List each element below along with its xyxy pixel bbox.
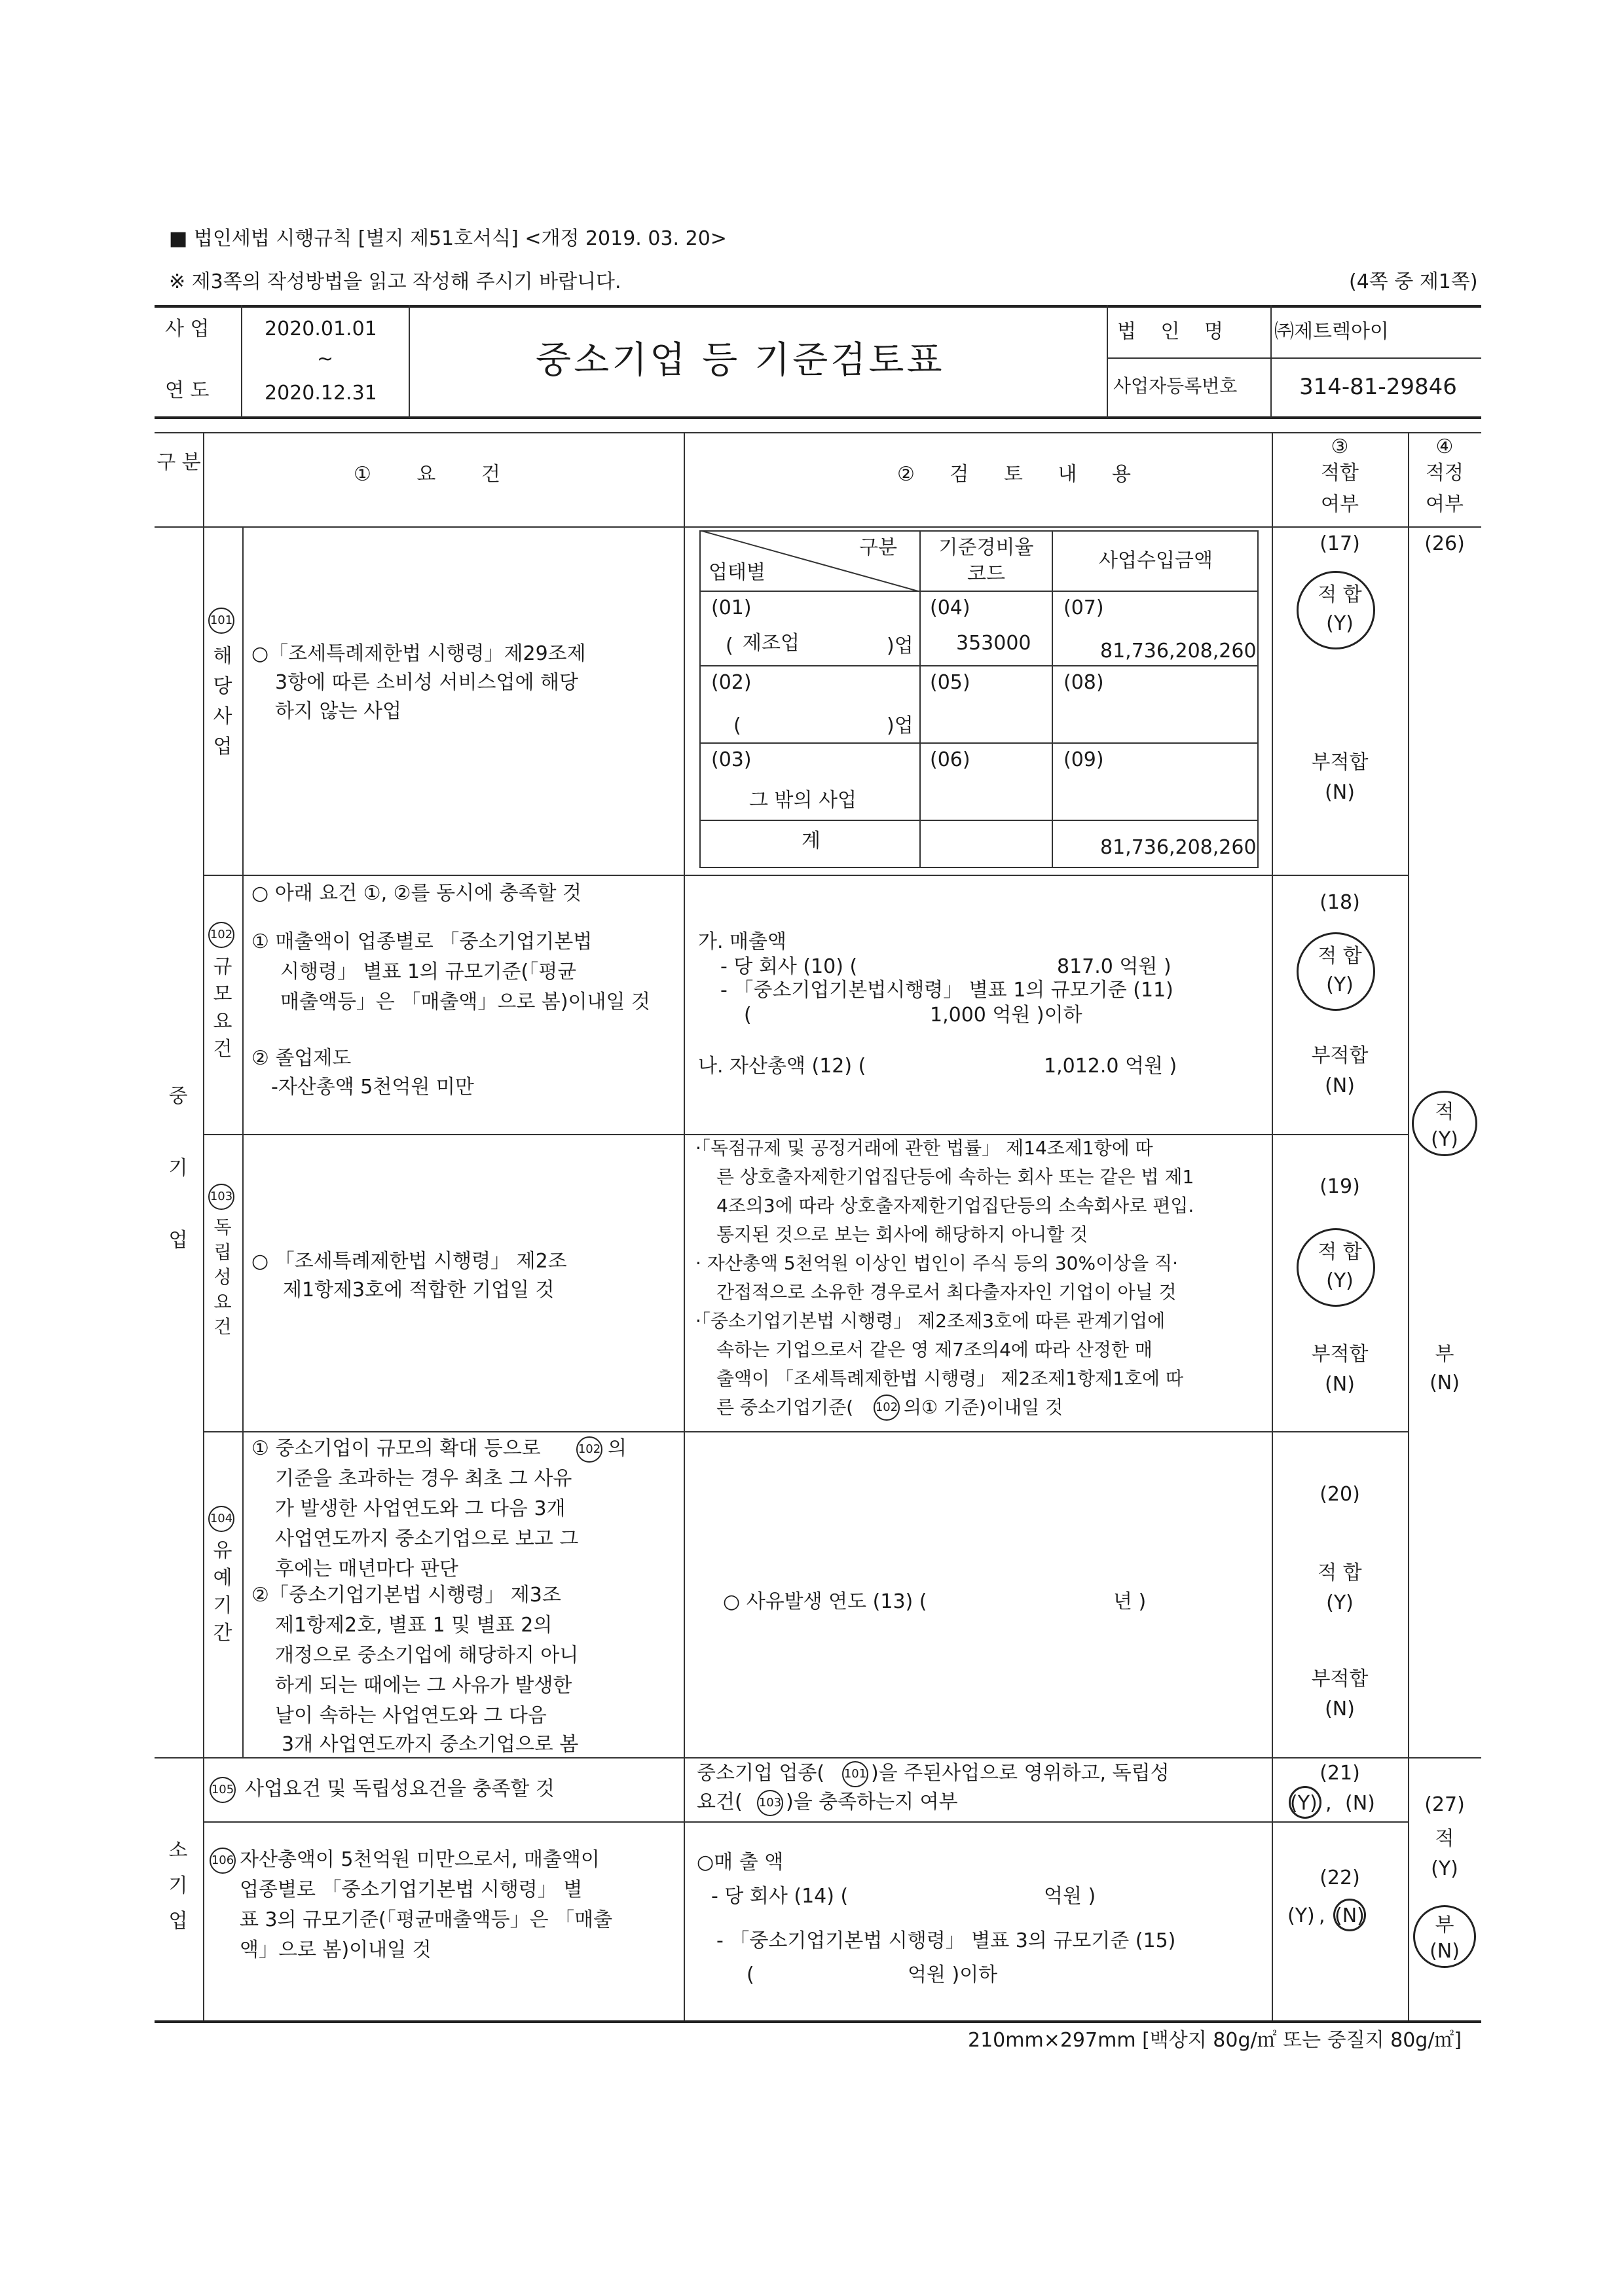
row101-bottom	[203, 875, 1408, 876]
row102-req-0: ○ 아래 요건 ①, ②를 동시에 충족할 것	[251, 882, 582, 905]
row106-rev-3: - 「중소기업기본법 시행령」 별표 3의 규모기준 (15)	[716, 1929, 1176, 1952]
biz-hline-2	[699, 665, 1259, 666]
small-pro-no: 부	[1435, 1914, 1454, 1937]
row102-bottom	[203, 1134, 1408, 1135]
instruction-line: ※ 제3쪽의 작성방법을 읽고 작성해 주시기 바랍니다.	[169, 270, 621, 293]
row102-rev-2v: 817.0 억원 )	[1057, 955, 1172, 978]
row105-req-1: 사업요건 및 독립성요건을 충족할 것	[245, 1777, 555, 1800]
row104-req-8: 개정으로 중소기업에 해당하지 아니	[275, 1644, 579, 1667]
row104-req-5: 후에는 매년마다 판단	[275, 1558, 458, 1580]
row102-fit-no-n: (N)	[1325, 1074, 1355, 1097]
row103-rev-7: ·「중소기업기본법 시행령」 제2조제3호에 따른 관계기업에	[695, 1310, 1166, 1332]
label-corp-name: 법 인 명	[1117, 320, 1233, 343]
row104-req-1a: ① 중소기업이 규모의 확대 등으로	[251, 1437, 541, 1460]
row104-req-9: 하게 되는 때에는 그 사유가 발생한	[275, 1674, 572, 1697]
row104-bottom	[155, 1757, 1481, 1758]
row103-rev-1: ·「독점규제 및 공정거래에 관한 법률」 제14조제1항에 따	[695, 1137, 1153, 1159]
row102-fit-yes-y: (Y)	[1326, 974, 1354, 996]
top-vline-2	[409, 305, 410, 418]
biz1-open: (	[726, 634, 733, 657]
row106-number: 106	[210, 1848, 236, 1874]
row104-fit-no: 부적합	[1311, 1667, 1369, 1690]
row104-req-7: 제1항제2호, 별표 1 및 별표 2의	[275, 1614, 553, 1637]
row102-fit-no: 부적합	[1311, 1044, 1369, 1067]
row105-fit-n: (N)	[1345, 1792, 1375, 1815]
small-pro-no-n: (N)	[1430, 1940, 1460, 1963]
row101-label: 해 당 사 업	[213, 645, 232, 758]
biz1-code: 353000	[956, 632, 1031, 655]
col-review: ② 검 토 내 용	[897, 463, 1145, 486]
row105-rev-2a: 요건(	[697, 1791, 743, 1813]
row103-rev-2: 른 상호출자제한기업집단등에 속하는 회사 또는 같은 법 제1	[716, 1166, 1194, 1188]
col-pro-a: 적정	[1426, 462, 1464, 484]
row101-fit-yes: 적 합	[1318, 583, 1362, 606]
biz-c01: (01)	[711, 596, 752, 619]
col-pro-num: ④	[1435, 435, 1454, 458]
period-end: 2020.12.31	[265, 382, 377, 405]
row101-fit-no-n: (N)	[1325, 781, 1355, 804]
row102-rev-5: 나. 자산총액 (12) (	[698, 1055, 866, 1078]
sme-pro-yes-y: (Y)	[1431, 1128, 1458, 1151]
row103-bottom	[203, 1431, 1408, 1432]
row106-req-4: 액」으로 봄)이내일 것	[240, 1939, 432, 1961]
col-header-bottom	[155, 526, 1481, 528]
vline-req	[684, 432, 685, 2020]
main-top-line	[155, 432, 1481, 433]
row102-req-5: -자산총액 5천억원 미만	[271, 1076, 474, 1099]
biz-hline-3	[699, 742, 1259, 744]
row103-rev-10a: 른 중소기업기준(	[716, 1396, 854, 1418]
row106-rev-1: ○매 출 액	[697, 1851, 784, 1874]
row106-fit-sep: ,	[1319, 1904, 1325, 1927]
row102-label: 규 모 요 건	[213, 955, 232, 1061]
row103-rev-6: 간접적으로 소유한 경우로서 최다출자자인 기업이 아닐 것	[716, 1281, 1177, 1303]
row103-label: 독 립 성 요 건	[213, 1216, 232, 1338]
row101-fit-no: 부적합	[1311, 751, 1369, 774]
row102-rev-4: (	[744, 1004, 752, 1027]
row101-req-1: ○「조세특례제한법 시행령」제29조제	[251, 642, 586, 665]
row101-req-3: 하지 않는 사업	[275, 700, 401, 723]
biz1-amount: 81,736,208,260	[1100, 640, 1257, 663]
form-title: 중소기업 등 기준검토표	[536, 339, 945, 382]
biz-h-biz: 업태별	[709, 561, 766, 584]
period-start: 2020.01.01	[265, 318, 377, 340]
row103-fit-no-n: (N)	[1325, 1373, 1355, 1396]
row103-number: 103	[208, 1184, 234, 1210]
vline-label	[242, 526, 244, 1757]
biz1-name: 제조업	[743, 632, 800, 655]
row101-fit-code: (17)	[1320, 532, 1360, 555]
row104-fit-yes-y: (Y)	[1326, 1592, 1354, 1614]
row103-fit-no: 부적합	[1311, 1343, 1369, 1366]
row105-fit-y: (Y)	[1290, 1792, 1318, 1815]
row106-fit-code: (22)	[1320, 1867, 1360, 1889]
row105-number: 105	[210, 1777, 236, 1803]
row105-bottom	[203, 1821, 1408, 1823]
row103-fit-yes-y: (Y)	[1326, 1269, 1354, 1292]
row102-req-2: 시행령」 별표 1의 규모기준(「평균	[280, 960, 577, 983]
col-gubun: 구 분	[157, 451, 201, 474]
biz-c09: (09)	[1063, 748, 1104, 771]
row105-rev-ref-103: 103	[757, 1790, 783, 1816]
row102-number: 102	[208, 922, 234, 948]
biz-vline-2	[1052, 530, 1053, 868]
top-vline-1	[241, 305, 242, 418]
row102-rev-2: - 당 회사 (10) (	[720, 955, 858, 978]
row104-req-3: 가 발생한 사업연도와 그 다음 3개	[275, 1497, 566, 1520]
row103-rev-9: 출액이 「조세특례제한법 시행령」 제2조제1항제1호에 따	[716, 1368, 1184, 1389]
row105-fit-code: (21)	[1320, 1762, 1360, 1785]
row104-req-4: 사업연도까지 중소기업으로 보고 그	[275, 1527, 579, 1550]
col-pro-b: 여부	[1426, 493, 1464, 516]
row104-rev-1b: 년 )	[1113, 1590, 1147, 1613]
biz-c02: (02)	[711, 671, 752, 694]
col-requirement: ① 요 건	[354, 463, 520, 486]
row102-rev-1: 가. 매출액	[698, 930, 786, 953]
row102-fit-yes: 적 합	[1318, 945, 1362, 968]
label-reg-no: 사업자등록번호	[1113, 375, 1238, 397]
col-fit-a: 적합	[1321, 462, 1359, 484]
top-border	[155, 305, 1481, 308]
row103-rev-3: 4조의3에 따라 상호출자제한기업집단등의 소속회사로 편입.	[716, 1195, 1194, 1216]
top-vline-4	[1270, 305, 1272, 418]
row104-fit-code: (20)	[1320, 1483, 1360, 1506]
row106-req-1: 자산총액이 5천억원 미만으로서, 매출액이	[240, 1848, 600, 1871]
top-vline-3	[1107, 305, 1108, 418]
biz-h-code-2: 코드	[967, 562, 1005, 585]
row104-label: 유 예 기 간	[213, 1539, 232, 1645]
row102-req-1: ① 매출액이 업종별로 「중소기업기본법	[251, 930, 593, 953]
label-year: 연 도	[165, 379, 210, 402]
sme-pro-no: 부	[1435, 1343, 1454, 1366]
row105-rev-ref-101: 101	[842, 1761, 868, 1787]
row102-rev-3: - 「중소기업기본법시행령」 별표 1의 규모기준 (11)	[720, 979, 1173, 1002]
biz-c05: (05)	[930, 671, 970, 694]
row105-rev-2b: )을 충족하는지 여부	[786, 1791, 958, 1813]
biz-hline-4	[699, 820, 1259, 821]
row102-req-3: 매출액등」은 「매출액」으로 봄)이내일 것	[280, 991, 651, 1013]
small-pro-yes: 적	[1435, 1827, 1454, 1850]
biz2-open: (	[733, 714, 741, 737]
row106-req-2: 업종별로 「중소기업기본법 시행령」 별	[240, 1878, 583, 1901]
row104-req-ref-102: 102	[576, 1436, 602, 1463]
row103-req-1: ○ 「조세특례제한법 시행령」 제2조	[251, 1250, 567, 1273]
col-fit-b: 여부	[1321, 493, 1359, 516]
row105-rev-1a: 중소기업 업종(	[697, 1762, 825, 1785]
row105-fit-sep: ,	[1325, 1792, 1332, 1815]
row104-req-11: 3개 사업연도까지 중소기업으로 봄	[282, 1733, 579, 1756]
corp-name: ㈜제트렉아이	[1274, 320, 1389, 343]
row102-req-4: ② 졸업제도	[251, 1047, 352, 1070]
row106-rev-2: - 당 회사 (14) (	[711, 1885, 849, 1908]
row101-fit-yes-y: (Y)	[1326, 612, 1354, 635]
row104-req-2: 기준을 초과하는 경우 최초 그 사유	[275, 1467, 572, 1490]
row104-req-1b: 의	[608, 1437, 627, 1460]
row103-fit-yes: 적 합	[1318, 1241, 1362, 1264]
row106-rev-4: (	[747, 1963, 754, 1986]
row103-rev-4: 통지된 것으로 보는 회사에 해당하지 아니할 것	[716, 1224, 1088, 1245]
row102-rev-4v: 1,000 억원 )이하	[930, 1004, 1082, 1027]
row106-rev-4b: 억원 )이하	[908, 1963, 998, 1986]
row104-req-6: ②「중소기업기본법 시행령」 제3조	[251, 1584, 561, 1607]
sme-pro-yes: 적	[1435, 1101, 1454, 1123]
row103-req-2: 제1항제3호에 적합한 기업일 것	[283, 1279, 555, 1302]
row101-pro-code: (26)	[1424, 532, 1465, 555]
label-business: 사 업	[165, 318, 210, 340]
biz-c07: (07)	[1063, 596, 1104, 619]
biz-c03: (03)	[711, 748, 752, 771]
vline-fit	[1408, 432, 1409, 2020]
row101-number: 101	[208, 608, 234, 634]
col-fit-num: ③	[1331, 435, 1349, 458]
biz2-close: )업	[887, 714, 913, 737]
top-mid-line-right	[1107, 357, 1481, 359]
row104-req-10: 날이 속하는 사업연도와 그 다음	[275, 1704, 547, 1727]
row102-fit-code: (18)	[1320, 891, 1360, 914]
small-pro-yes-y: (Y)	[1431, 1857, 1458, 1880]
row104-fit-no-n: (N)	[1325, 1698, 1355, 1721]
row106-req-3: 표 3의 규모기준(「평균매출액등」은 「매출	[240, 1908, 613, 1931]
row103-fit-code: (19)	[1320, 1175, 1360, 1198]
row106-rev-2b: 억원 )	[1044, 1885, 1096, 1908]
biz-h-amount: 사업수입금액	[1099, 549, 1213, 572]
page-info: (4쪽 중 제1쪽)	[1349, 270, 1478, 293]
biz-total-label: 계	[802, 829, 821, 852]
biz-h-gubun: 구분	[859, 536, 897, 559]
row104-number: 104	[208, 1506, 234, 1532]
row103-rev-5: · 자산총액 5천억원 이상인 법인이 주식 등의 30%이상을 직·	[695, 1252, 1179, 1274]
biz-other: 그 밖의 사업	[749, 789, 857, 812]
biz-h-code-1: 기준경비율	[938, 536, 1034, 559]
row103-rev-10b: 의① 기준)이내일 것	[904, 1396, 1063, 1418]
biz1-close: )업	[887, 634, 913, 657]
vline-gubun	[203, 432, 204, 2020]
group-small: 소 기 업	[168, 1839, 188, 1933]
table-bottom	[155, 2020, 1481, 2023]
biz-total: 81,736,208,260	[1100, 836, 1257, 859]
top-block-bottom	[155, 416, 1481, 419]
row105-pro-code: (27)	[1424, 1793, 1465, 1816]
row102-rev-5v: 1,012.0 억원 )	[1044, 1055, 1177, 1078]
period-tilde: ~	[317, 348, 334, 371]
row106-fit-y: (Y)	[1287, 1904, 1315, 1927]
group-sme: 중 기 업	[168, 1085, 188, 1252]
row103-rev-ref-102: 102	[874, 1394, 900, 1421]
row106-fit-n: (N)	[1335, 1904, 1365, 1927]
row105-rev-1b: )을 주된사업으로 영위하고, 독립성	[871, 1762, 1170, 1785]
regulation-line: ■ 법인세법 시행규칙 [별지 제51호서식] <개정 2019. 03. 20>	[169, 227, 727, 250]
row103-rev-8: 속하는 기업으로서 같은 영 제7조의4에 따라 산정한 매	[716, 1339, 1153, 1360]
paper-spec: 210mm×297mm [백상지 80g/㎡ 또는 중질지 80g/㎡]	[968, 2029, 1462, 2052]
biz-c04: (04)	[930, 596, 970, 619]
biz-c06: (06)	[930, 748, 970, 771]
reg-no: 314-81-29846	[1299, 374, 1457, 400]
biz-c08: (08)	[1063, 671, 1104, 694]
sme-pro-no-n: (N)	[1430, 1372, 1460, 1394]
row104-rev-1: ○ 사유발생 연도 (13) (	[723, 1590, 927, 1613]
row101-req-2: 3항에 따른 소비성 서비스업에 해당	[275, 671, 578, 694]
row104-fit-yes: 적 합	[1318, 1561, 1362, 1584]
